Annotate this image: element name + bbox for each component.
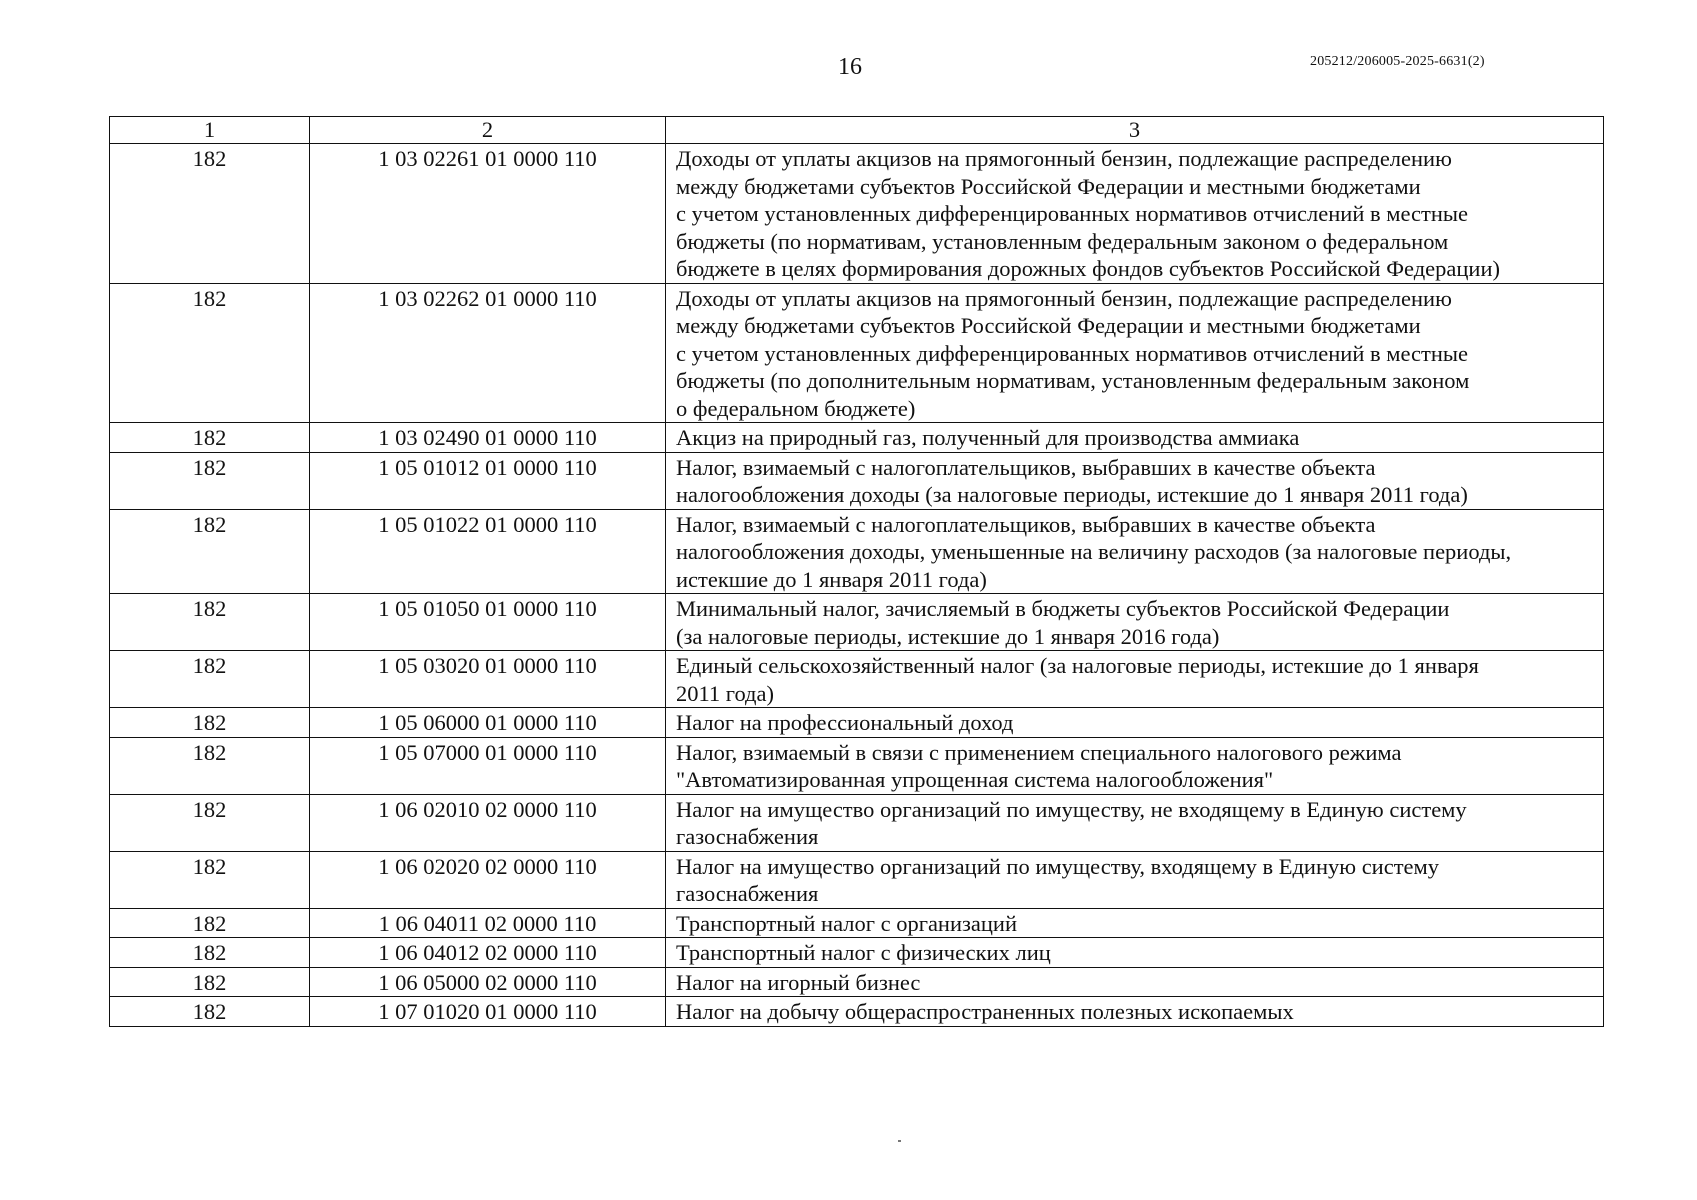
description-line: бюджеты (по дополнительным нормативам, установленным федеральным законом [676, 368, 1470, 393]
admin-code-cell: 182 [110, 651, 310, 708]
description-line: Налог, взимаемый в связи с применением специального налогового режима [676, 739, 1402, 765]
description-line: истекшие до 1 января 2011 года) [676, 566, 987, 592]
budget-code-cell: 1 03 02262 01 0000 110 [310, 283, 666, 423]
table-row [110, 283, 1604, 423]
budget-code-cell: 1 03 02261 01 0000 110 [310, 144, 666, 284]
admin-code-cell: 182 [110, 283, 310, 423]
admin-code-cell: 182 [110, 509, 310, 594]
description-line: Налог, взимаемый с налогоплательщиков, выбравших в качестве объекта [676, 511, 1376, 537]
description-cell [666, 423, 1604, 453]
budget-code-cell: 1 05 01022 01 0000 110 [310, 509, 666, 594]
table-row [110, 452, 1604, 509]
column-header-2: 2 [310, 117, 666, 144]
description-cell [666, 509, 1604, 594]
budget-code-cell: 1 05 01050 01 0000 110 [310, 594, 666, 651]
description-cell [666, 908, 1604, 938]
description-line: Налог на игорный бизнес [676, 969, 921, 995]
table-row [110, 997, 1604, 1027]
document-id: 205212/206005-2025-6631(2) [1310, 54, 1485, 69]
description-line: бюджеты (по нормативам, установленным федеральным законом о федеральном [676, 228, 1449, 254]
description-line: налогообложения доходы (за налоговые периоды, истекшие до 1 января 2011 года) [676, 482, 1468, 507]
table-row [110, 594, 1604, 651]
description-line: Налог на имущество организаций по имуществу, не входящему в Единую систему [676, 796, 1467, 822]
description-line: бюджете в целях формирования дорожных фондов субъектов Российской Федерации) [676, 256, 1500, 281]
table-row [110, 851, 1604, 908]
admin-code-cell: 182 [110, 908, 310, 938]
table-row [110, 144, 1604, 284]
admin-code-cell: 182 [110, 708, 310, 738]
description-line: Налог на профессиональный доход [676, 710, 1014, 735]
description-line: с учетом установленных дифференцированных нормативов отчислений в местные [676, 340, 1468, 366]
admin-code-cell: 182 [110, 594, 310, 651]
table-row [110, 967, 1604, 997]
budget-code-cell: 1 06 04011 02 0000 110 [310, 908, 666, 938]
description-line: Акциз на природный газ, полученный для производства аммиака [676, 425, 1300, 450]
scan-speck [898, 1140, 901, 1142]
page-number: 16 [838, 54, 862, 80]
budget-codes-table [109, 116, 1604, 1027]
description-line: 2011 года) [676, 680, 774, 706]
table-row [110, 938, 1604, 968]
admin-code-cell: 182 [110, 794, 310, 851]
budget-code-cell: 1 05 03020 01 0000 110 [310, 651, 666, 708]
description-cell [666, 794, 1604, 851]
description-line: Минимальный налог, зачисляемый в бюджеты субъектов Российской Федерации [676, 596, 1450, 621]
table-header-row [110, 117, 1604, 144]
description-cell [666, 144, 1604, 284]
description-cell [666, 737, 1604, 794]
table-body [110, 144, 1604, 1027]
budget-code-cell: 1 03 02490 01 0000 110 [310, 423, 666, 453]
description-cell [666, 997, 1604, 1027]
description-line: между бюджетами субъектов Российской Федерации и местными бюджетами [676, 173, 1421, 199]
table-row [110, 651, 1604, 708]
description-line: (за налоговые периоды, истекшие до 1 января 2016 года) [676, 623, 1220, 649]
description-line: Транспортный налог с физических лиц [676, 940, 1051, 965]
description-cell [666, 651, 1604, 708]
description-line: о федеральном бюджете) [676, 395, 916, 421]
table-row [110, 423, 1604, 453]
table-row [110, 737, 1604, 794]
budget-code-cell: 1 06 02020 02 0000 110 [310, 851, 666, 908]
budget-code-cell: 1 05 07000 01 0000 110 [310, 737, 666, 794]
budget-code-cell: 1 06 05000 02 0000 110 [310, 967, 666, 997]
table-row [110, 794, 1604, 851]
description-line: налогообложения доходы, уменьшенные на величину расходов (за налоговые периоды, [676, 539, 1512, 564]
description-line: Единый сельскохозяйственный налог (за налоговые периоды, истекшие до 1 января [676, 653, 1479, 678]
budget-code-cell: 1 06 04012 02 0000 110 [310, 938, 666, 968]
admin-code-cell: 182 [110, 737, 310, 794]
description-line: газоснабжения [676, 824, 819, 849]
description-line: Налог на имущество организаций по имуществу, входящему в Единую систему [676, 853, 1440, 879]
admin-code-cell: 182 [110, 452, 310, 509]
description-line: между бюджетами субъектов Российской Федерации и местными бюджетами [676, 313, 1421, 338]
description-cell [666, 967, 1604, 997]
description-line: газоснабжения [676, 881, 819, 906]
admin-code-cell: 182 [110, 997, 310, 1027]
description-line: Налог на добычу общераспространенных полезных ископаемых [676, 999, 1294, 1024]
description-cell [666, 452, 1604, 509]
description-line: Налог, взимаемый с налогоплательщиков, выбравших в качестве объекта [676, 454, 1376, 480]
budget-code-cell: 1 05 01012 01 0000 110 [310, 452, 666, 509]
table-row [110, 509, 1604, 594]
column-header-3: 3 [666, 117, 1604, 144]
description-line: "Автоматизированная упрощенная система налогообложения" [676, 767, 1274, 792]
budget-code-cell: 1 07 01020 01 0000 110 [310, 997, 666, 1027]
description-cell [666, 283, 1604, 423]
budget-code-cell: 1 06 02010 02 0000 110 [310, 794, 666, 851]
description-cell [666, 938, 1604, 968]
description-cell [666, 851, 1604, 908]
admin-code-cell: 182 [110, 938, 310, 968]
column-header-1: 1 [110, 117, 310, 144]
admin-code-cell: 182 [110, 967, 310, 997]
admin-code-cell: 182 [110, 423, 310, 453]
description-line: Доходы от уплаты акцизов на прямогонный бензин, подлежащие распределению [676, 285, 1452, 311]
description-line: Транспортный налог с организаций [676, 910, 1018, 936]
description-line: Доходы от уплаты акцизов на прямогонный бензин, подлежащие распределению [676, 146, 1452, 171]
description-cell [666, 708, 1604, 738]
description-line: с учетом установленных дифференцированных нормативов отчислений в местные [676, 201, 1468, 226]
table-row [110, 908, 1604, 938]
table-row [110, 708, 1604, 738]
admin-code-cell: 182 [110, 144, 310, 284]
description-cell [666, 594, 1604, 651]
budget-code-cell: 1 05 06000 01 0000 110 [310, 708, 666, 738]
admin-code-cell: 182 [110, 851, 310, 908]
